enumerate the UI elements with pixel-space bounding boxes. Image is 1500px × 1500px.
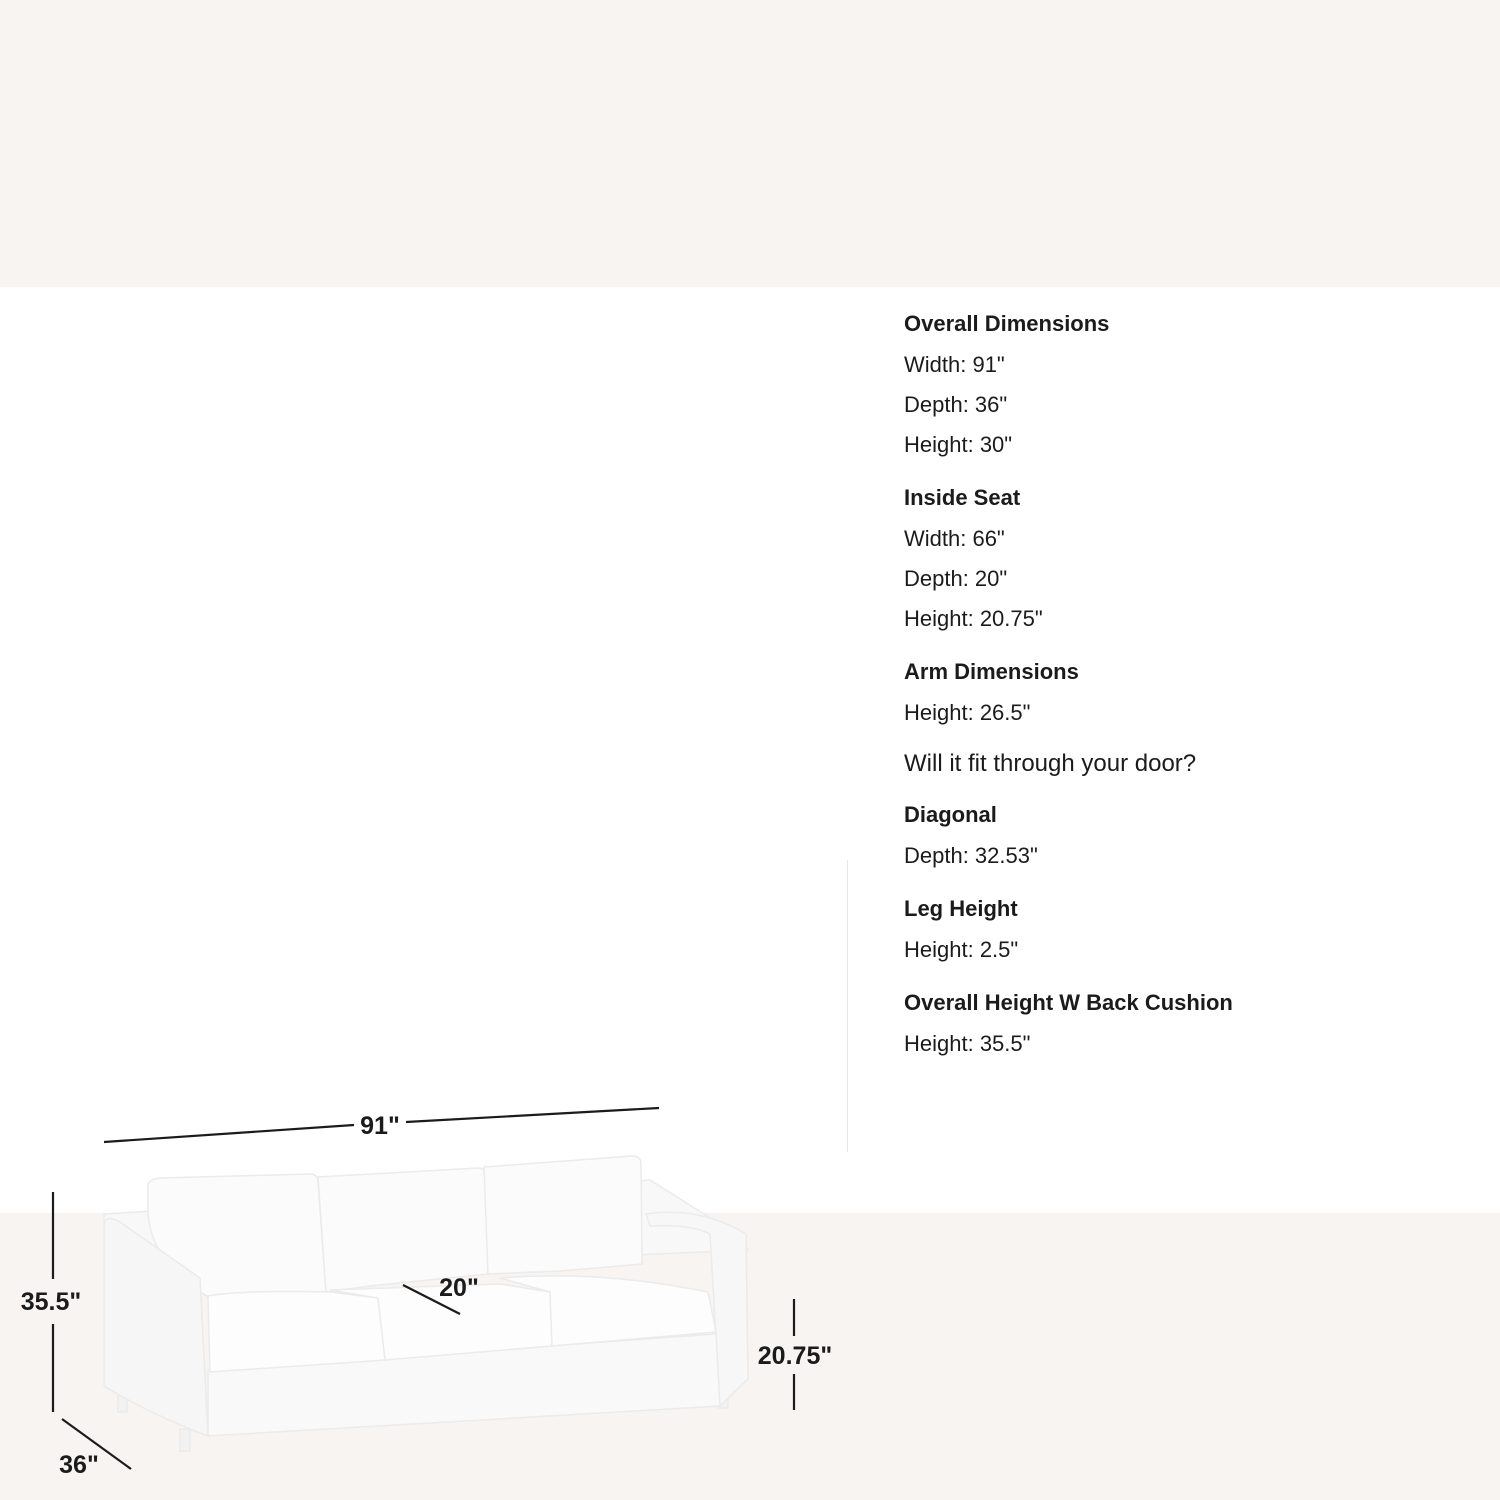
section-overall-height-back-cushion — [904, 988, 1464, 1059]
fit-question: Will it fit through your door? — [904, 750, 1197, 777]
spec-line: Depth: 32.53" — [904, 843, 1038, 868]
section-overall-dimensions — [904, 309, 1464, 460]
seat-height-label: 20.75" — [757, 1342, 833, 1370]
spec-line: Height: 20.75" — [904, 606, 1043, 631]
spec-line: Height: 2.5" — [904, 937, 1019, 962]
section-title: Inside Seat — [904, 485, 1021, 510]
vertical-divider — [847, 860, 848, 1152]
sofa-illustration — [104, 1156, 748, 1451]
spec-list — [904, 309, 1464, 1069]
section-title: Overall Dimensions — [904, 311, 1110, 336]
spec-line: Width: 66" — [904, 526, 1005, 551]
back-height-label: 35.5" — [20, 1288, 82, 1316]
spec-line: Height: 26.5" — [904, 700, 1031, 725]
content-panel — [0, 287, 1500, 1479]
section-leg-height — [904, 894, 1464, 965]
spec-line: Width: 91" — [904, 352, 1005, 377]
spec-line: Depth: 36" — [904, 392, 1008, 417]
section-title: Diagonal — [904, 802, 997, 827]
section-title: Arm Dimensions — [904, 659, 1079, 684]
section-title: Leg Height — [904, 896, 1018, 921]
spec-line: Height: 35.5" — [904, 1031, 1031, 1056]
depth-label: 36" — [59, 1451, 99, 1479]
section-diagonal — [904, 800, 1464, 871]
spec-line: Height: 30" — [904, 432, 1013, 457]
seat-depth-label: 20" — [439, 1274, 479, 1302]
width-label: 91" — [360, 1112, 400, 1140]
section-inside-seat — [904, 483, 1464, 634]
spec-line: Depth: 20" — [904, 566, 1008, 591]
section-arm-dimensions — [904, 657, 1464, 728]
section-title: Overall Height W Back Cushion — [904, 990, 1233, 1015]
sofa-dimension-diagram — [0, 287, 860, 1479]
